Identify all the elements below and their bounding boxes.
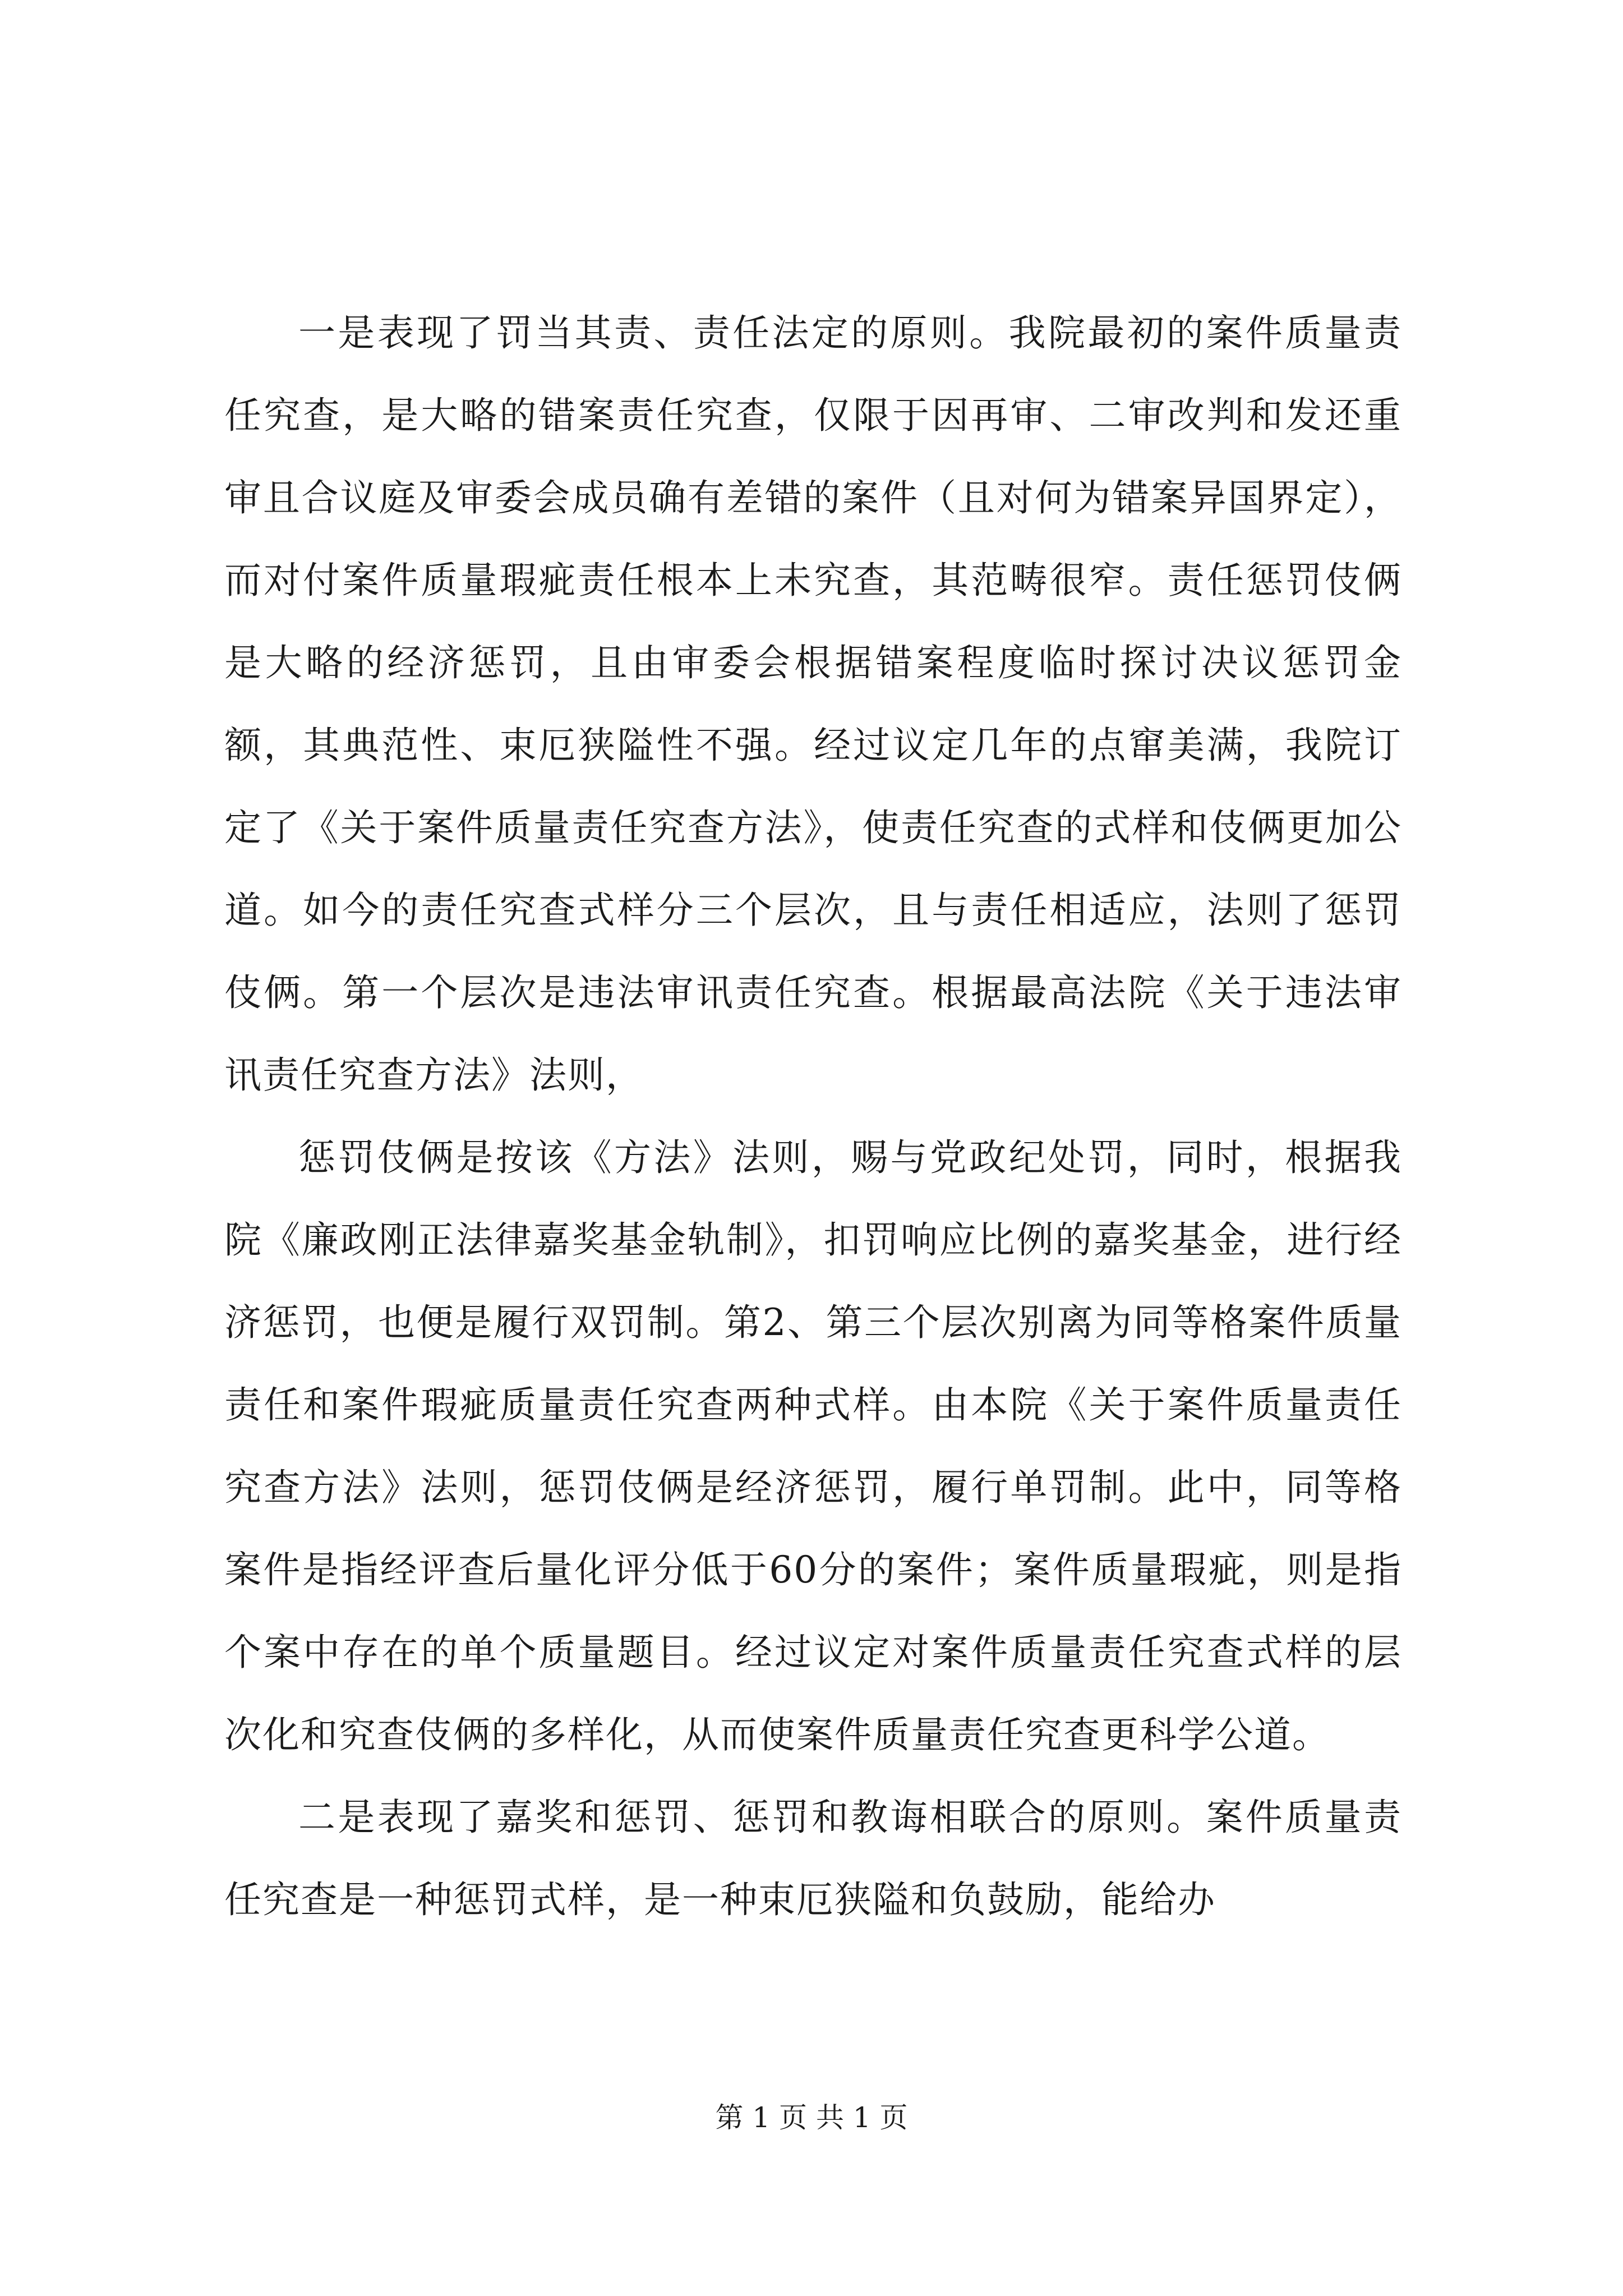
page-number-label: 第 1 页 共 1 页 bbox=[715, 2101, 908, 2134]
paragraph-2: 惩罚伎俩是按该《方法》法则，赐与党政纪处罚，同时，根据我院《廉政刚正法律嘉奖基金轨制》，扣罚响应比例的嘉奖基金，进行经济惩罚，也便是履行双罚制。第2、第三个层次别离为同等格案件质量责任和案件瑕疵质量责任究查两种式样。由本院《关于案件质量责任究查方法》法则，惩罚伎俩是经济惩罚，履行单罚制。此中，同等格案件是指经评查后量化评分低于60分的案件；案件质量瑕疵，则是指个案中存在的单个质量题目。经过议定对案件质量责任究查式样的层次化和究查伎俩的多样化，从而使案件质量责任究查更科学公道。 bbox=[224, 1136, 1402, 1756]
paragraph-1: 一是表现了罚当其责、责任法定的原则。我院最初的案件质量责任究查，是大略的错案责任究查，仅限于因再审、二审改判和发还重审且合议庭及审委会成员确有差错的案件（且对何为错案异国界定），而对付案件质量瑕疵责任根本上未究查，其范畴很窄。责任惩罚伎俩是大略的经济惩罚，且由审委会根据错案程度临时探讨决议惩罚金额，其典范性、束厄狭隘性不强。经过议定几年的点窜美满，我院订定了《关于案件质量责任究查方法》，使责任究查的式样和伎俩更加公道。如今的责任究查式样分三个层次，且与责任相适应，法则了惩罚伎俩。第一个层次是违法审讯责任究查。根据最高法院《关于违法审讯责任究查方法》法则， bbox=[224, 311, 1402, 1097]
paragraph-3: 二是表现了嘉奖和惩罚、惩罚和教诲相联合的原则。案件质量责任究查是一种惩罚式样，是一种束厄狭隘和负鼓励，能给办 bbox=[224, 1796, 1402, 1921]
page-footer bbox=[0, 2101, 1623, 2134]
document-body bbox=[224, 292, 1402, 1941]
